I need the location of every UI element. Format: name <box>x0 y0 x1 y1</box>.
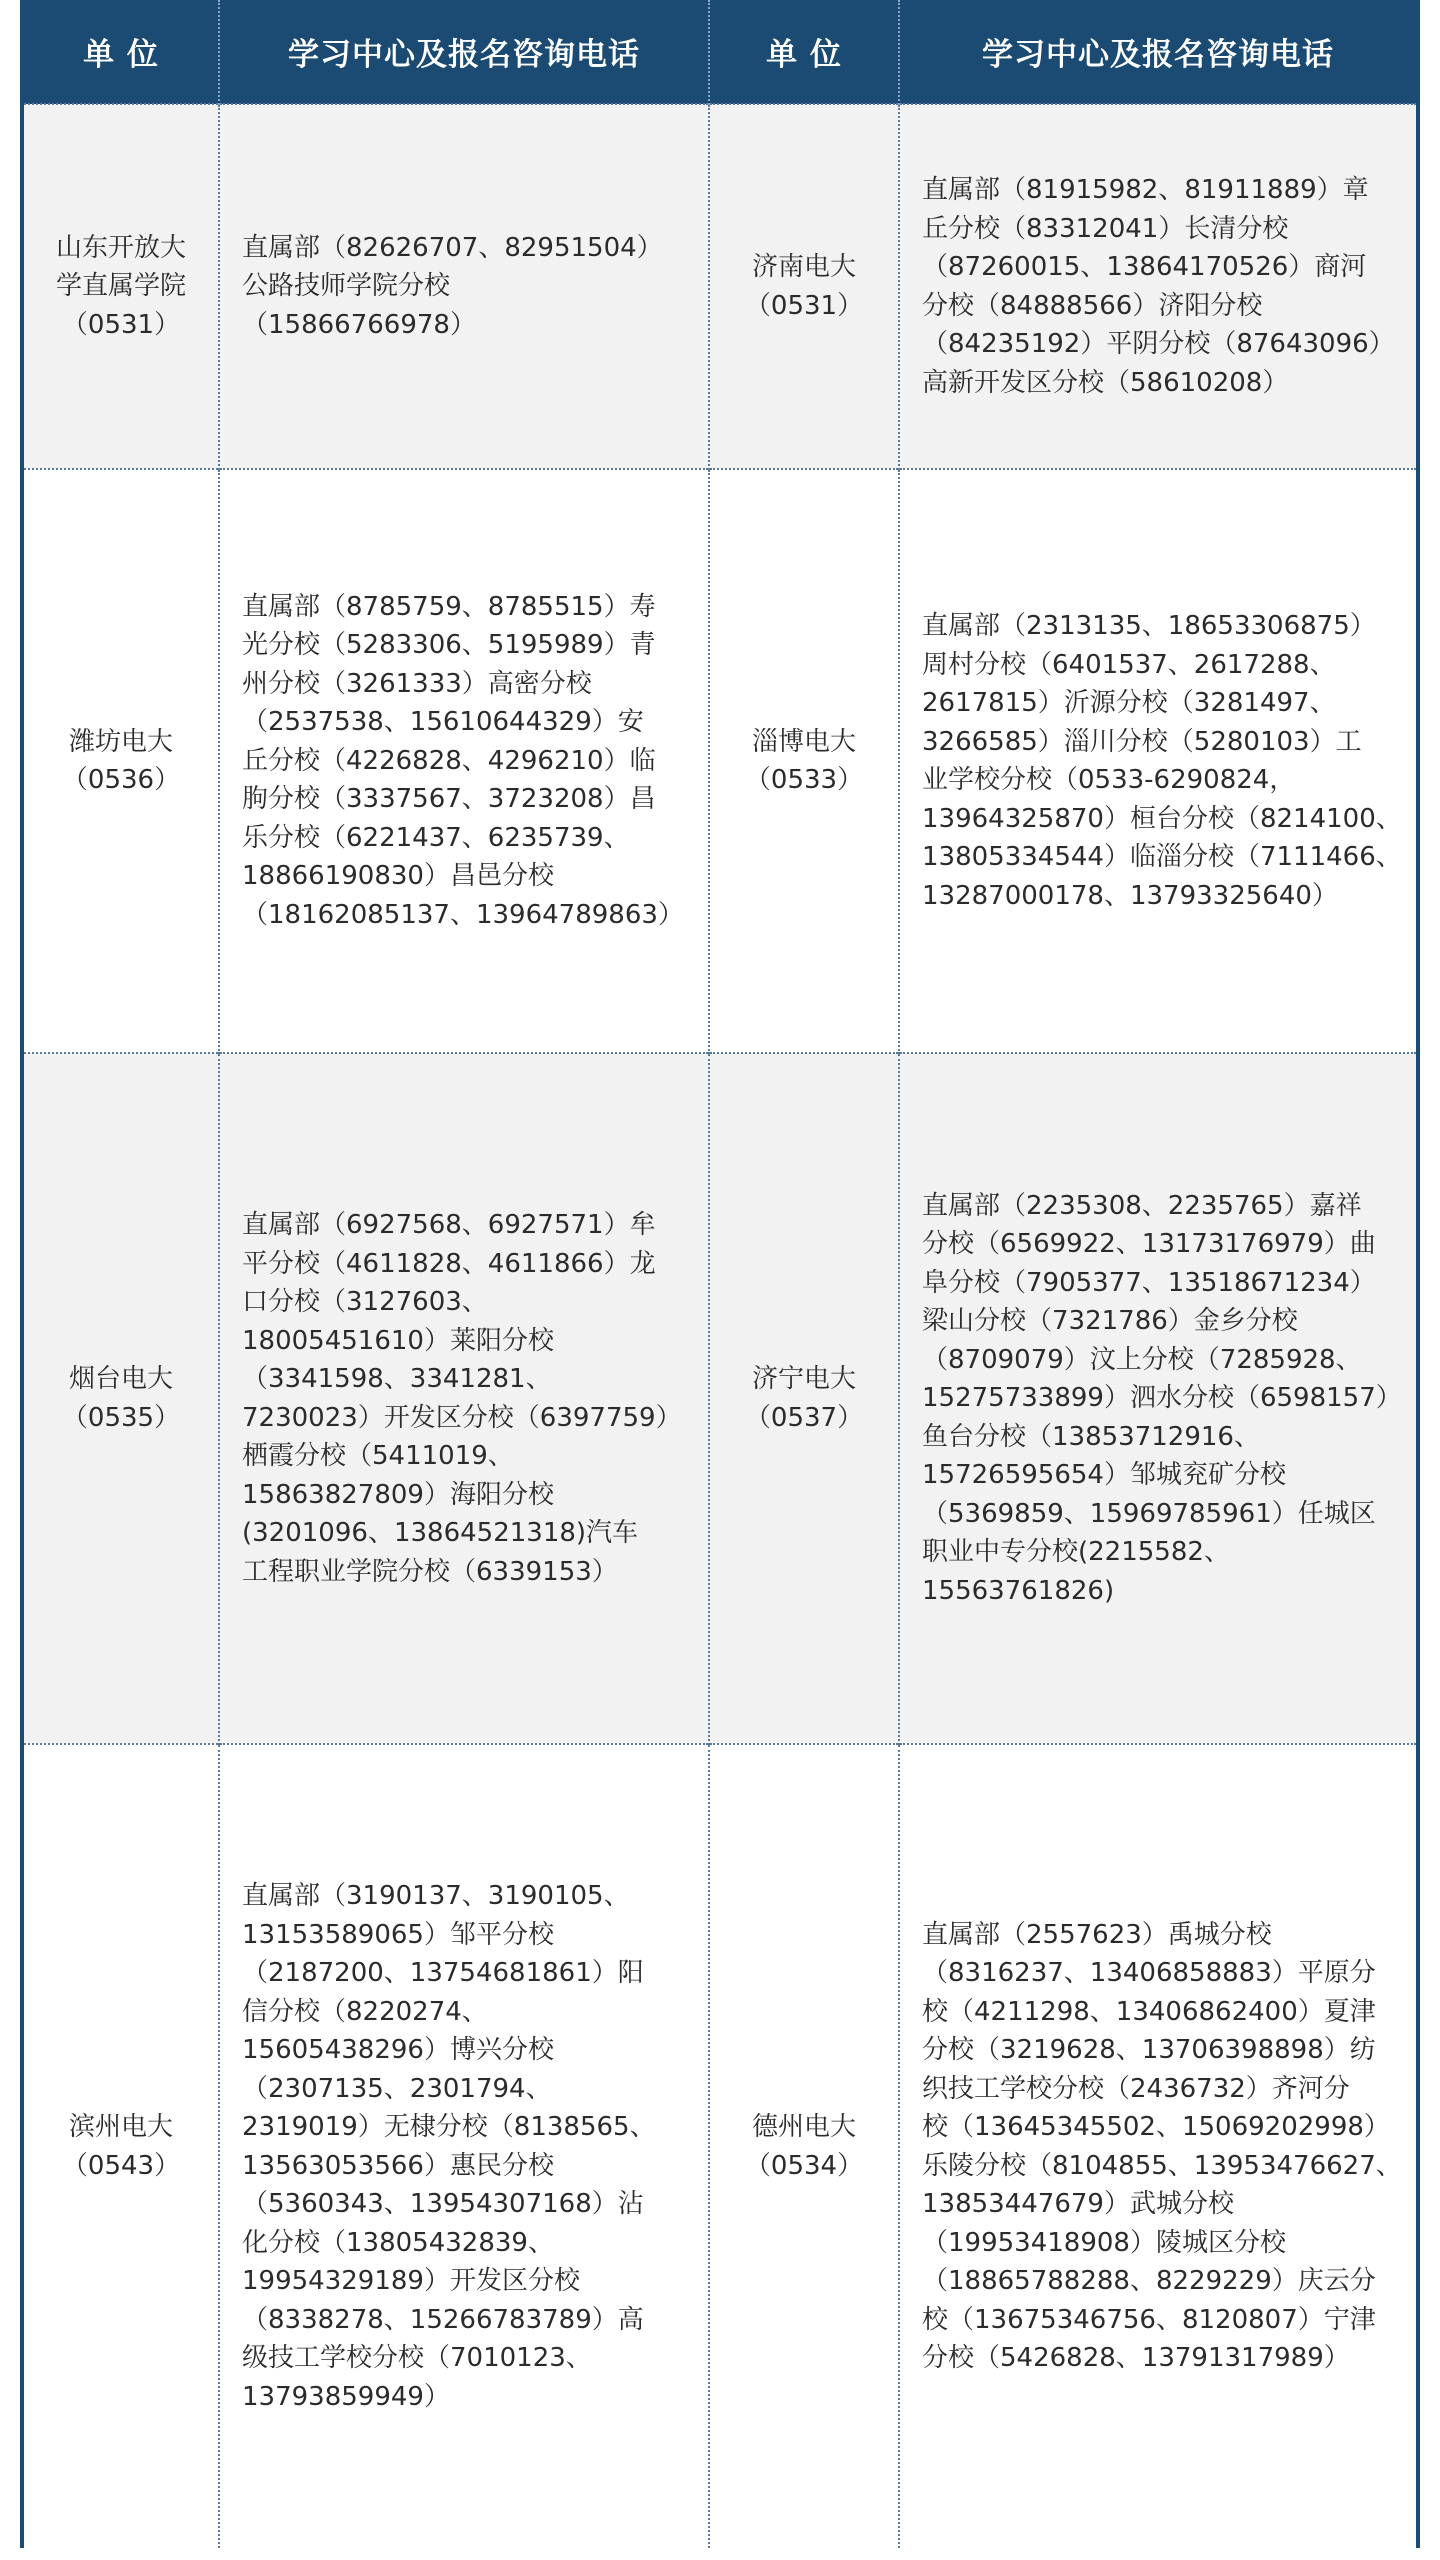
centers-line: 平分校（4611828、4611866）龙 <box>242 1248 656 1279</box>
centers-line: 分校（3219628、13706398898）纺 <box>922 2035 1376 2065</box>
centers-line: 栖霞分校（5411019、 <box>242 1441 514 1471</box>
left-centers-cell <box>219 104 709 469</box>
right-unit-cell <box>709 104 899 469</box>
centers-line: 分校（6569922、13173176979）曲 <box>922 1229 1376 1260</box>
right-centers-cell <box>899 104 1416 469</box>
unit-line: （0534） <box>744 2150 864 2181</box>
centers-line: 州分校（3261333）高密分校 <box>242 668 592 699</box>
right-centers-cell <box>899 469 1416 1053</box>
unit-line: （0531） <box>744 290 864 321</box>
unit-line: （0531） <box>61 309 181 340</box>
centers-line: 校（13645345502、15069202998） <box>922 2112 1390 2142</box>
unit-line: （0533） <box>744 765 864 795</box>
right-centers-cell <box>899 1744 1416 2548</box>
centers-line: 直属部（82626707、82951504） <box>242 232 663 263</box>
table-row <box>24 469 1416 1053</box>
centers-line: 织技工学校分校（2436732）齐河分 <box>922 2073 1350 2104</box>
centers-line: 直属部（2557623）禹城分校 <box>922 1919 1272 1950</box>
centers-line: 丘分校（83312041）长清分校 <box>922 213 1289 244</box>
unit-line: 淄博电大 <box>751 726 856 757</box>
centers-line: 分校（5426828、13791317989） <box>922 2343 1350 2373</box>
centers-line: 职业中专分校(2215582、 <box>922 1537 1230 1568</box>
unit-line: （0543） <box>61 2150 181 2181</box>
centers-line: 3266585）淄川分校（5280103）工 <box>922 726 1362 757</box>
unit-line: 烟台电大 <box>68 1364 173 1394</box>
centers-line: 13853447679）武城分校 <box>922 2189 1234 2219</box>
header-unit-left: 单 位 <box>24 0 219 104</box>
centers-line: （2537538、15610644329）安 <box>242 707 644 738</box>
centers-line: 公路技师学院分校 <box>242 271 451 302</box>
centers-line: 分校（84888566）济阳分校 <box>922 290 1263 321</box>
centers-line: (3201096、13864521318)汽车 <box>242 1518 639 1548</box>
centers-line: （5360343、13954307168）沾 <box>242 2189 644 2219</box>
centers-line: 校（4211298、13406862400）夏津 <box>922 1996 1376 2027</box>
unit-line: 滨州电大 <box>68 2112 173 2142</box>
centers-line: 直属部（3190137、3190105、 <box>242 1881 630 1911</box>
table-row <box>24 1744 1416 2548</box>
centers-line: 乐陵分校（8104855、13953476627、 <box>922 2150 1402 2181</box>
right-centers-cell <box>899 1053 1416 1744</box>
unit-line: 德州电大 <box>751 2112 856 2142</box>
centers-line: 直属部（2235308、2235765）嘉祥 <box>922 1190 1362 1221</box>
left-centers-cell <box>219 1744 709 2548</box>
centers-line: 13287000178、13793325640） <box>922 880 1338 911</box>
centers-line: （3341598、3341281、 <box>242 1364 552 1394</box>
left-centers-cell <box>219 469 709 1053</box>
centers-line: 级技工学校分校（7010123、 <box>242 2343 592 2373</box>
centers-line: 丘分校（4226828、4296210）临 <box>242 745 656 776</box>
unit-line: 学直属学院 <box>55 271 186 302</box>
centers-line: （18162085137、13964789863） <box>242 899 684 930</box>
centers-line: 乐分校（6221437、6235739、 <box>242 822 630 853</box>
table-row <box>24 1053 1416 1744</box>
centers-line: 13964325870）桓台分校（8214100、 <box>922 803 1402 834</box>
centers-line: 阜分校（7905377、13518671234） <box>922 1267 1376 1298</box>
centers-line: 高新开发区分校（58610208） <box>922 367 1289 398</box>
unit-line: （0537） <box>744 1402 864 1433</box>
left-unit-cell <box>24 1744 219 2548</box>
unit-line: 济南电大 <box>751 252 856 282</box>
centers-line: 鱼台分校（13853712916、 <box>922 1421 1260 1452</box>
left-unit-cell <box>24 1053 219 1744</box>
centers-line: （15866766978） <box>242 309 476 340</box>
centers-line: （8709079）汶上分校（7285928、 <box>922 1344 1362 1375</box>
right-unit-cell <box>709 1744 899 2548</box>
centers-line: 2617815）沂源分校（3281497、 <box>922 688 1336 718</box>
centers-line: 19954329189）开发区分校 <box>242 2266 580 2296</box>
right-unit-cell <box>709 469 899 1053</box>
centers-line: （8338278、15266783789）高 <box>242 2304 644 2335</box>
centers-line: 化分校（13805432839、 <box>242 2227 554 2258</box>
left-unit-cell <box>24 469 219 1053</box>
centers-line: 直属部（81915982、81911889）章 <box>922 175 1369 205</box>
centers-line: 梁山分校（7321786）金乡分校 <box>922 1306 1298 1337</box>
centers-line: 业学校分校（0533-6290824， <box>922 765 1296 795</box>
unit-line: （0535） <box>61 1402 181 1433</box>
header-unit-right: 单 位 <box>709 0 899 104</box>
centers-line: 13563053566）惠民分校 <box>242 2150 554 2181</box>
centers-line: 13153589065）邹平分校 <box>242 1919 554 1950</box>
left-centers-cell <box>219 1053 709 1744</box>
centers-line: 13793859949） <box>242 2381 450 2412</box>
unit-line: （0536） <box>61 765 181 795</box>
centers-line: 7230023）开发区分校（6397759） <box>242 1402 682 1433</box>
centers-line: （84235192）平阴分校（87643096） <box>922 329 1395 359</box>
left-unit-cell <box>24 104 219 469</box>
centers-line: （5369859、15969785961）任城区 <box>922 1498 1376 1529</box>
unit-line: 潍坊电大 <box>68 726 173 757</box>
centers-line: 15726595654）邹城兖矿分校 <box>922 1460 1286 1491</box>
centers-line: 光分校（5283306、5195989）青 <box>242 630 656 661</box>
right-unit-cell <box>709 1053 899 1744</box>
centers-line: 周村分校（6401537、2617288、 <box>922 649 1336 680</box>
unit-line: 济宁电大 <box>751 1364 856 1394</box>
centers-line: 直属部（8785759、8785515）寿 <box>242 591 656 622</box>
centers-line: 2319019）无棣分校（8138565、 <box>242 2112 656 2142</box>
centers-line: 口分校（3127603、 <box>242 1287 488 1317</box>
centers-line: 13805334544）临淄分校（7111466、 <box>922 842 1402 872</box>
centers-line: 直属部（2313135、18653306875） <box>922 611 1376 641</box>
phone-directory-frame <box>20 0 1420 2548</box>
table-header-row <box>24 0 1416 104</box>
centers-line: 18005451610）莱阳分校 <box>242 1325 554 1356</box>
centers-line: 15563761826) <box>922 1575 1115 1606</box>
centers-line: （2307135、2301794、 <box>242 2073 552 2104</box>
unit-line: 山东开放大 <box>55 232 186 263</box>
centers-line: 18866190830）昌邑分校 <box>242 861 554 892</box>
centers-line: （19953418908）陵城区分校 <box>922 2227 1286 2258</box>
centers-line: （8316237、13406858883）平原分 <box>922 1958 1376 1988</box>
table-row <box>24 104 1416 469</box>
centers-line: 15863827809）海阳分校 <box>242 1479 554 1510</box>
centers-line: 校（13675346756、8120807）宁津 <box>922 2304 1376 2335</box>
learning-center-table <box>24 0 1416 2548</box>
centers-line: （2187200、13754681861）阳 <box>242 1958 644 1988</box>
centers-line: 信分校（8220274、 <box>242 1996 488 2027</box>
header-center-right: 学习中心及报名咨询电话 <box>899 0 1416 104</box>
centers-line: 15605438296）博兴分校 <box>242 2035 554 2065</box>
centers-line: 直属部（6927568、6927571）牟 <box>242 1210 656 1240</box>
centers-line: （18865788288、8229229）庆云分 <box>922 2266 1376 2296</box>
centers-line: （87260015、13864170526）商河 <box>922 252 1367 282</box>
centers-line: 15275733899）泗水分校（6598157） <box>922 1383 1402 1414</box>
header-center-left: 学习中心及报名咨询电话 <box>219 0 709 104</box>
centers-line: 工程职业学院分校（6339153） <box>242 1556 618 1587</box>
centers-line: 朐分校（3337567、3723208）昌 <box>242 784 656 815</box>
